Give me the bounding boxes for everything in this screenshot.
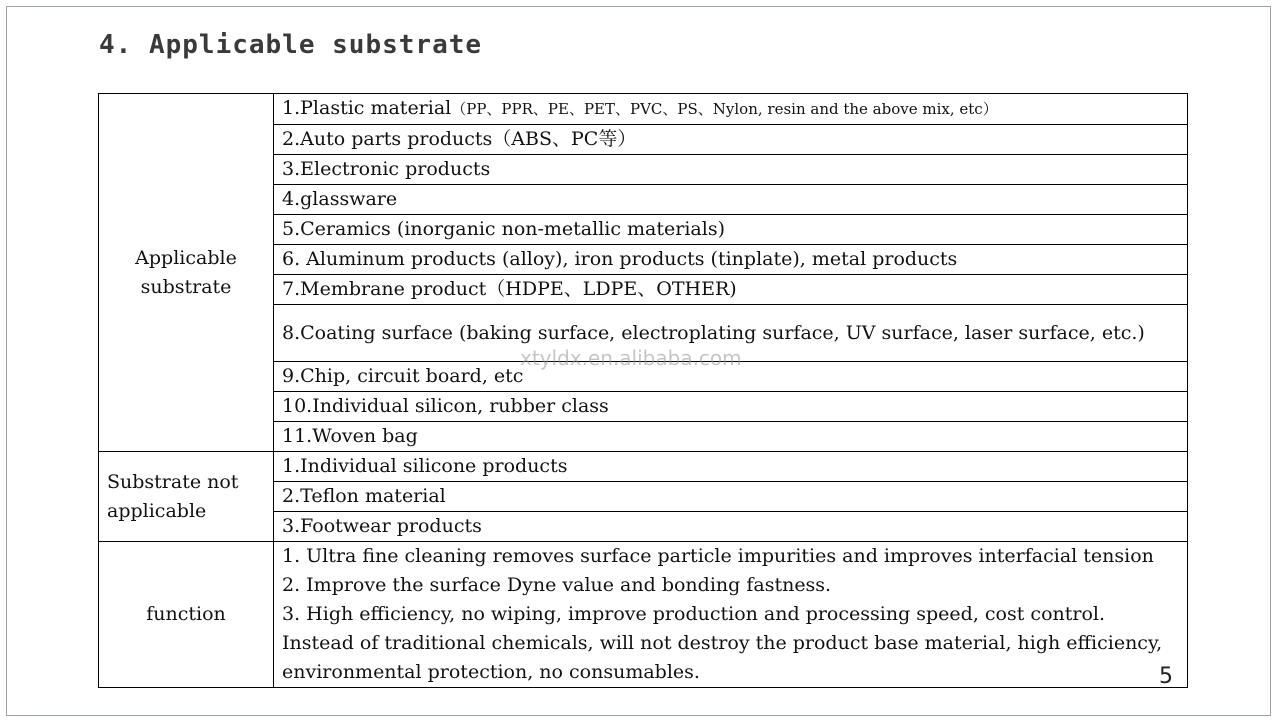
applicable-item bbox=[274, 94, 1188, 125]
substrate-table bbox=[98, 93, 1188, 688]
not-applicable-item: 3.Footwear products bbox=[274, 512, 1188, 542]
not-applicable-item: 2.Teflon material bbox=[274, 482, 1188, 512]
function-line: Instead of traditional chemicals, will not destroy the product base material, high efficiency, bbox=[282, 632, 1163, 654]
page-number: 5 bbox=[1159, 664, 1173, 689]
applicable-item: 7.Membrane product（HDPE、LDPE、OTHER) bbox=[274, 275, 1188, 305]
function-line: 2. Improve the surface Dyne value and bonding fastness. bbox=[282, 574, 832, 596]
function-line: environmental protection, no consumables. bbox=[282, 661, 700, 683]
applicable-category-cell: Applicable substrate bbox=[99, 94, 274, 452]
item-note: （PP、PPR、PE、PET、PVC、PS、Nylon, resin and the above mix, etc） bbox=[451, 100, 998, 118]
table-row bbox=[99, 94, 1188, 125]
applicable-item: 4.glassware bbox=[274, 185, 1188, 215]
applicable-item: 11.Woven bag bbox=[274, 422, 1188, 452]
function-category-cell: function bbox=[99, 542, 274, 688]
watermark: xtyldx.en.alibaba.com bbox=[520, 346, 742, 370]
applicable-item: 8.Coating surface (baking surface, electroplating surface, UV surface, laser surface, etc.) bbox=[274, 305, 1188, 362]
table-row bbox=[99, 452, 1188, 482]
applicable-item: 10.Individual silicon, rubber class bbox=[274, 392, 1188, 422]
item-text: 1.Plastic material bbox=[282, 97, 452, 119]
applicable-item: 6. Aluminum products (alloy), iron products (tinplate), metal products bbox=[274, 245, 1188, 275]
slide-title: 4. Applicable substrate bbox=[99, 30, 483, 60]
applicable-item: 9.Chip, circuit board, etc bbox=[274, 362, 1188, 392]
function-line: 1. Ultra fine cleaning removes surface particle impurities and improves interfacial tension bbox=[282, 545, 1154, 567]
applicable-item: 2.Auto parts products（ABS、PC等） bbox=[274, 125, 1188, 155]
function-line: 3. High efficiency, no wiping, improve production and processing speed, cost control. bbox=[282, 603, 1106, 625]
applicable-item: 5.Ceramics (inorganic non-metallic materials) bbox=[274, 215, 1188, 245]
not-applicable-item: 1.Individual silicone products bbox=[274, 452, 1188, 482]
table-row bbox=[99, 542, 1188, 688]
applicable-item: 3.Electronic products bbox=[274, 155, 1188, 185]
function-description-cell bbox=[274, 542, 1188, 688]
not-applicable-category-cell: Substrate not applicable bbox=[99, 452, 274, 542]
